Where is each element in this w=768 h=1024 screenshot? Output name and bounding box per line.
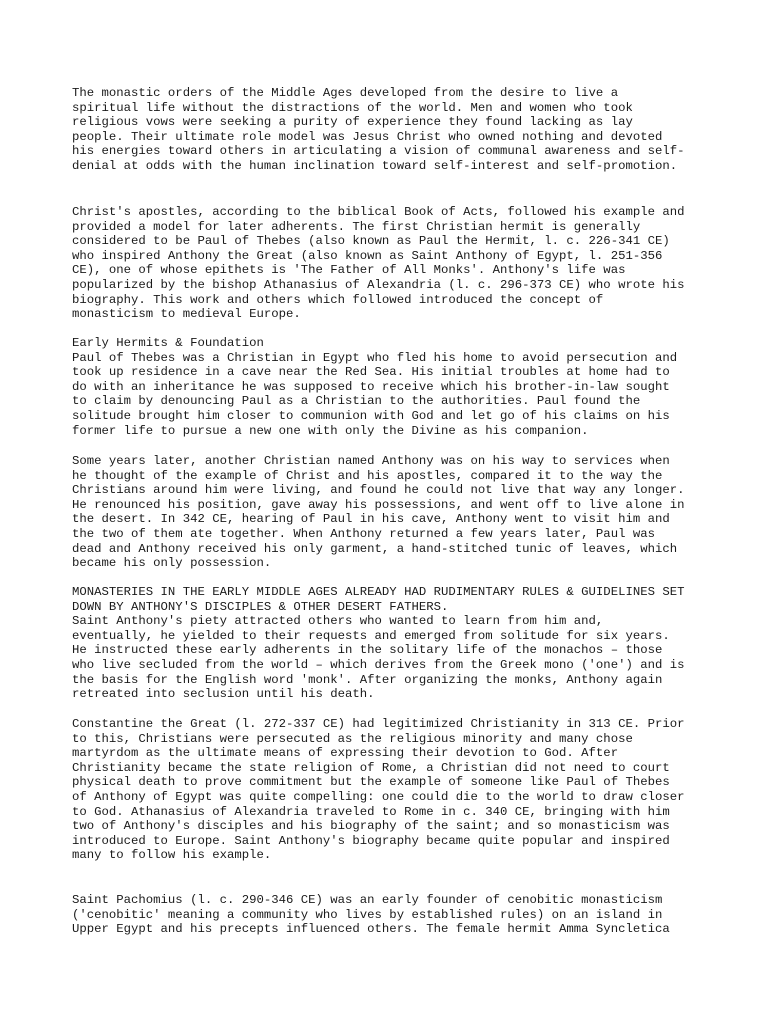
paragraph-anthony: Some years later, another Christian named Anthony was on his way to services when he thought of the example of Christ and his apostles, compared it to the way the Christians around him were living, and found he could not live that way any longer. He renounced his position, gave away his possessions, and went off to live alone in the desert. In 342 CE, hearing of Paul in his cave, Anthony went to visit him and the two of them ate together. When Anthony returned a few years later, Paul was dead and Anthony received his only garment, a hand-stitched tunic of leaves, which became his only possession. xyxy=(72,454,685,571)
paragraph-intro: The monastic orders of the Middle Ages developed from the desire to live a spiritual life without the distractions of the world. Men and women who took religious vows were seeking a purity of experience they found lacking as lay people. Their ultimate role model was Jesus Christ who owned nothing and devoted his energies toward others in articulating a vision of communal awareness and self- denial at odds with the human inclination toward self-interest and self-promotion. xyxy=(72,86,685,173)
paragraph-early-hermits: Early Hermits & Foundation Paul of Thebes was a Christian in Egypt who fled his home to avoid persecution and took up residence in a cave near the Red Sea. His initial troubles at home had to do with an inheritance he was supposed to receive which his brother-in-law sought to claim by denouncing Paul as a Christian to the authorities. Paul found the solitude brought him closer to communion with God and let go of his claims on his former life to pursue a new one with only the Divine as his companion. xyxy=(72,336,678,438)
paragraph-pachomius: Saint Pachomius (l. c. 290-346 CE) was an early founder of cenobitic monasticism ('cenobitic' meaning a community who lives by established rules) on an island in Upper Egypt and his precepts influenced others. The female hermit Amma Syncletica xyxy=(72,893,670,937)
paragraph-constantine: Constantine the Great (l. 272-337 CE) had legitimized Christianity in 313 CE. Prior to this, Christians were persecuted as the religious minority and many chose martyrdom as the ultimate means of expressing their devotion to God. After Christianity became the state religion of Rome, a Christian did not need to court physical death to prove commitment but the example of someone like Paul of Thebes of Anthony of Egypt was quite compelling: one could die to the world to draw closer to God. Athanasius of Alexandria traveled to Rome in c. 340 CE, bringing with him two of Anthony's disciples and his biography of the saint; and so monasticism was introduced to Europe. Saint Anthony's biography became quite popular and inspired many to follow his example. xyxy=(72,717,685,863)
paragraph-apostles: Christ's apostles, according to the biblical Book of Acts, followed his example and provided a model for later adherents. The first Christian hermit is generally considered to be Paul of Thebes (also known as Paul the Hermit, l. c. 226-341 CE) who inspired Anthony the Great (also known as Saint Anthony of Egypt, l. 251-356 CE), one of whose epithets is 'The Father of All Monks'. Anthony's life was popularized by the bishop Athanasius of Alexandria (l. c. 296-373 CE) who wrote his biography. This work and others which followed introduced the concept of monasticism to medieval Europe. xyxy=(72,205,685,322)
paragraph-monasteries: MONASTERIES IN THE EARLY MIDDLE AGES ALREADY HAD RUDIMENTARY RULES & GUIDELINES SET DOWN BY ANTHONY'S DISCIPLES & OTHER DESERT FATHERS. Saint Anthony's piety attracted others who wanted to learn from him and, eventually, he yielded to their requests and emerged from solitude for six years. He instructed these early adherents in the solitary life of the monachos – those who live secluded from the world – which derives from the Greek mono ('one') and is the basis for the English word 'monk'. After organizing the monks, Anthony again retreated into seclusion until his death. xyxy=(72,585,685,702)
